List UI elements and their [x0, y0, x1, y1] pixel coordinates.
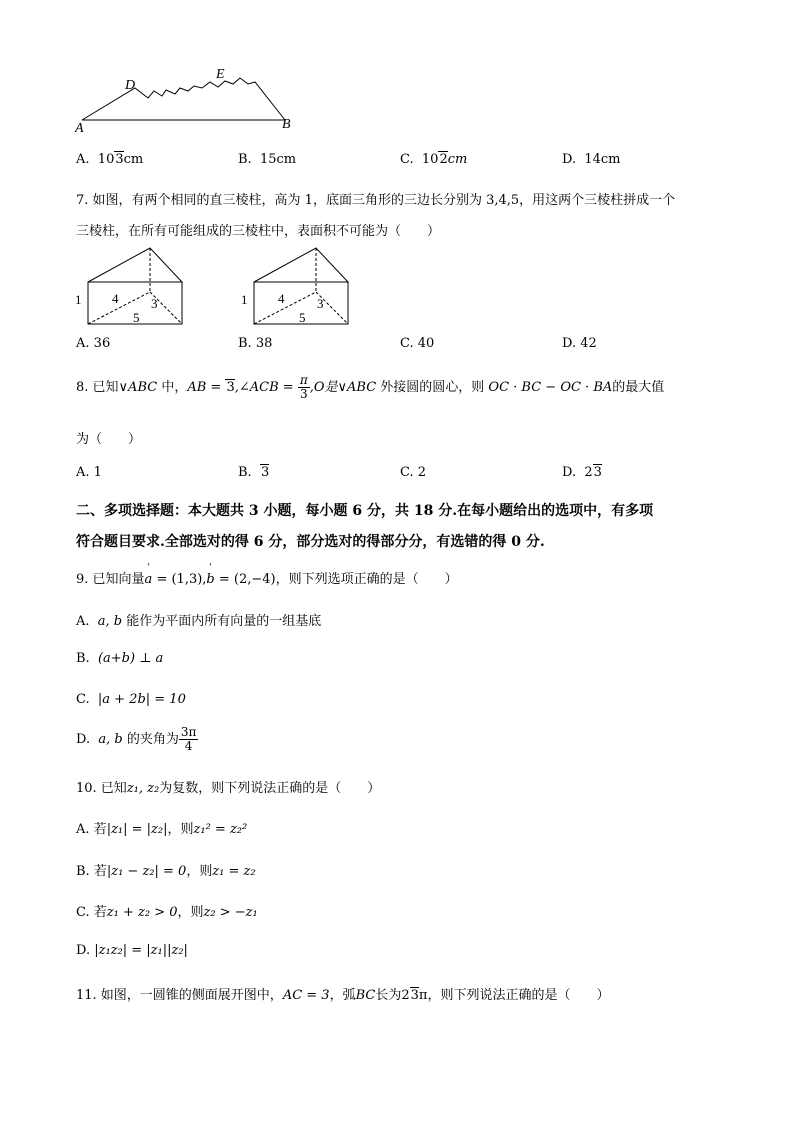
- option-value: 2: [584, 465, 593, 480]
- option-letter: C.: [400, 336, 414, 351]
- option-letter: B.: [238, 152, 252, 167]
- sqrt-term: 3: [410, 988, 419, 1003]
- vector-pair: a, b: [97, 614, 123, 629]
- option-letter: B.: [76, 864, 90, 879]
- q7-option-d: [562, 336, 597, 351]
- fraction-pi-3: [298, 374, 310, 401]
- q7-option-b: [238, 336, 272, 351]
- ac-length: AC = 3: [282, 988, 330, 1003]
- fraction-3pi-4: [179, 726, 199, 753]
- figure-q7-prism-2: [238, 242, 353, 330]
- triangle-abc: ∨ABC: [337, 380, 377, 396]
- option-letter: D.: [562, 465, 577, 480]
- zigzag-path: [82, 78, 285, 120]
- vector-b: ' b: [206, 572, 214, 587]
- option-value: 38: [255, 336, 273, 351]
- option-condition: z₁ + z₂ > 0: [106, 905, 178, 920]
- q11-suffix: ，则下列说法正确的是（ ）: [427, 988, 610, 1003]
- option-condition: |z₁| = |z₂|: [106, 822, 168, 837]
- unit: cm: [447, 152, 468, 167]
- q9-option-c: [76, 692, 186, 707]
- q6-option-b: [238, 152, 296, 167]
- q9-option-b: [76, 651, 163, 666]
- q8-stem-line2: 为（ ）: [76, 432, 142, 447]
- option-value: 3: [260, 465, 270, 480]
- option-text: 的夹角为: [122, 732, 179, 748]
- option-letter: A.: [76, 152, 90, 167]
- vector-b-value: = (2,−4): [214, 572, 276, 587]
- label-four: 4: [112, 291, 119, 306]
- complex-vars: z₁, z₂: [126, 781, 160, 796]
- q9-option-d: [76, 726, 198, 753]
- sqrt-term: 3: [115, 152, 124, 167]
- option-letter: A.: [76, 465, 90, 480]
- q10-option-b: [76, 860, 256, 879]
- option-result: z₁² = z₂²: [193, 822, 248, 837]
- q8-mid: 中，: [157, 380, 188, 396]
- option-value: 10: [97, 152, 115, 167]
- figure-q7-prism-1: [72, 242, 187, 330]
- label-d: D: [125, 78, 136, 93]
- option-condition: |z₁ − z₂| = 0: [106, 864, 187, 879]
- q7-option-c: [400, 336, 434, 351]
- option-letter: B.: [238, 336, 252, 351]
- q9-stem: [76, 568, 458, 587]
- label-b: B: [282, 117, 291, 132]
- pi-symbol: π: [418, 988, 428, 1003]
- q7-stem-line1: 7. 如图，有两个相同的直三棱柱，高为 1，底面三角形的三边长分别为 3,4,5，用这两个三棱柱拼成一个: [76, 193, 676, 208]
- option-letter: C.: [400, 465, 414, 480]
- denominator: 4: [184, 739, 193, 754]
- q11-len: 长为: [375, 988, 402, 1003]
- option-then: ，则: [167, 822, 194, 837]
- q7-option-a: [76, 336, 110, 351]
- q8-option-b: [238, 465, 269, 480]
- q10-suffix: 为复数，则下列说法正确的是（ ）: [159, 781, 381, 796]
- option-letter: C.: [76, 905, 90, 920]
- q8-option-c: [400, 465, 426, 480]
- option-text: |a + 2b| = 10: [97, 692, 186, 707]
- label-three: 3: [317, 296, 324, 311]
- q8-prefix: 8. 已知: [76, 380, 119, 396]
- q8-option-d: [562, 465, 602, 480]
- vector-expression: OC · BC − OC · BA: [488, 380, 613, 396]
- option-letter: C.: [76, 692, 90, 707]
- q10-option-d: [76, 943, 188, 958]
- option-pre: 若: [93, 905, 107, 920]
- option-letter: C.: [400, 152, 414, 167]
- q10-prefix: 10. 已知: [76, 781, 127, 796]
- sqrt-term: 3: [226, 380, 235, 396]
- option-value: 40: [417, 336, 435, 351]
- option-result: z₁ = z₂: [212, 864, 256, 879]
- label-height: 1: [75, 292, 82, 307]
- option-pre: 若: [93, 864, 107, 879]
- section-2-heading-line1: 二、多项选择题：本大题共 3 小题，每小题 6 分，共 18 分.在每小题给出的选项中，有多项: [76, 503, 654, 519]
- option-result: z₂ > −z₁: [203, 905, 258, 920]
- q7-stem-line2: 三棱柱，在所有可能组成的三棱柱中，表面积不可能为（ ）: [76, 224, 441, 239]
- label-height: 1: [241, 292, 248, 307]
- label-three: 3: [151, 296, 158, 311]
- q11-stem: [76, 984, 609, 1003]
- section-2-heading-line2: 符合题目要求.全部选对的得 6 分，部分选对的得部分分，有选错的得 0 分.: [76, 534, 545, 550]
- option-value: 42: [580, 336, 597, 351]
- unit: cm: [123, 152, 144, 167]
- label-a: A: [75, 121, 84, 136]
- option-letter: A.: [76, 822, 90, 837]
- option-then: ，则: [186, 864, 213, 879]
- point-o: ,O是: [309, 380, 338, 396]
- q6-option-c: [400, 152, 467, 167]
- option-letter: A.: [76, 336, 90, 351]
- vector-a-value: = (1,3),: [152, 572, 207, 587]
- q9-prefix: 9. 已知向量: [76, 572, 145, 587]
- label-e: E: [216, 67, 225, 82]
- option-text: (a+b) ⊥ a: [97, 651, 164, 666]
- q10-option-c: [76, 901, 258, 920]
- option-value: 14cm: [584, 152, 621, 167]
- arc-bc: BC: [355, 988, 376, 1003]
- option-letter: D.: [76, 943, 91, 958]
- option-value: 2: [417, 465, 427, 480]
- option-value: 15cm: [259, 152, 297, 167]
- option-value: 10: [421, 152, 439, 167]
- q11-mid: ，弧: [329, 988, 356, 1003]
- denominator: 3: [299, 387, 308, 402]
- q8-option-a: [76, 465, 102, 480]
- q11-prefix: 11. 如图，一圆锥的侧面展开图中，: [76, 988, 283, 1003]
- q8-stem-line1: [76, 374, 664, 401]
- q10-option-a: [76, 818, 247, 837]
- q9-suffix: ，则下列选项正确的是（ ）: [275, 572, 458, 587]
- figure-q6-zigzag: [70, 60, 310, 140]
- label-five: 5: [133, 310, 140, 325]
- numerator: π: [299, 373, 308, 387]
- option-letter: D.: [76, 732, 91, 748]
- sqrt-term: 2: [439, 152, 448, 167]
- ab-length: AB =: [187, 380, 226, 396]
- label-five: 5: [299, 310, 306, 325]
- sqrt-term: 3: [593, 465, 602, 480]
- triangle-abc: ∨ABC: [118, 380, 158, 396]
- vector-a: ' a: [145, 572, 153, 587]
- q8-circumcircle: 外接圆的圆心，则: [376, 380, 489, 396]
- option-letter: A.: [76, 614, 90, 629]
- angle-acb: ,∠ACB =: [234, 380, 298, 396]
- option-pre: 若: [93, 822, 107, 837]
- q10-stem: [76, 777, 380, 796]
- option-then: ，则: [177, 905, 204, 920]
- option-letter: D.: [562, 152, 577, 167]
- option-letter: B.: [76, 651, 90, 666]
- option-letter: D.: [562, 336, 577, 351]
- option-text: 能作为平面内所有向量的一组基底: [122, 614, 322, 629]
- option-value: 36: [93, 336, 111, 351]
- option-letter: B.: [238, 465, 252, 480]
- q9-option-a: [76, 610, 321, 629]
- q6-option-a: [76, 152, 143, 167]
- option-result: |z₁z₂| = |z₁||z₂|: [94, 943, 188, 958]
- vector-pair: a, b: [98, 732, 123, 748]
- q6-option-d: [562, 152, 621, 167]
- q8-tail: 的最大值: [612, 380, 665, 396]
- numerator: 3π: [180, 725, 197, 739]
- label-four: 4: [278, 291, 285, 306]
- option-value: 1: [93, 465, 102, 480]
- arc-coef: 2: [401, 988, 410, 1003]
